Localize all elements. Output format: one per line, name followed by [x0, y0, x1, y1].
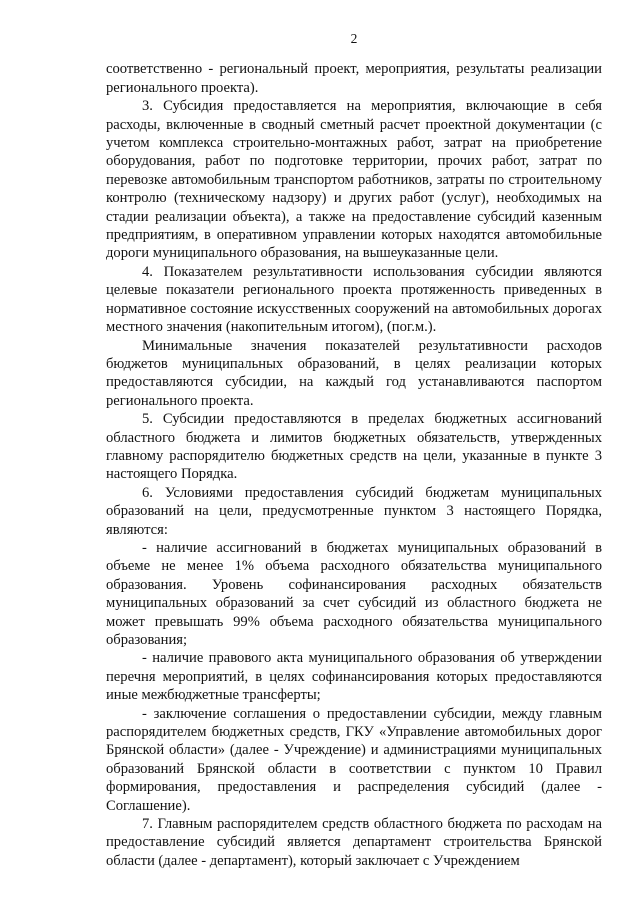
- paragraph-condition-assignments: - наличие ассигнований в бюджетах муниципальных образований в объеме не менее 1% объема расходного обязательства муниципального образования. Уровень софинансирования расходных обязательств муниципальных образований за счет субсидий из областного бюджета не может превышать 99% объема расходного обязательства муниципального образования;: [106, 539, 602, 648]
- paragraph-item-4: 4. Показателем результативности использования субсидии являются целевые показатели регионального проекта протяженность приведенных в нормативное состояние искусственных сооружений на автомобильных дорогах местного значения (накопительным итогом), (пог.м.).: [106, 263, 602, 336]
- paragraph-minimal-values: Минимальные значения показателей результативности расходов бюджетов муниципальных образований, в целях реализации которых предоставляются субсидии, на каждый год устанавливаются паспортом регионального проекта.: [106, 337, 602, 409]
- page-number: 2: [350, 31, 358, 46]
- paragraph-condition-agreement: - заключение соглашения о предоставлении субсидии, между главным распорядителем бюджетных средств, ГКУ «Управление автомобильных дорог Брянской области» (далее - Учреждение) и администрациями муниципальных образований Брянской области в соответствии с пунктом 10 Правил формирования, предоставления и распределения субсидий (далее - Соглашение).: [106, 705, 602, 814]
- paragraph-item-3: 3. Субсидия предоставляется на мероприятия, включающие в себя расходы, включенные в сводный сметный расчет проектной документации (с учетом комплекса строительно-монтажных работ, затрат на приобретение оборудования, работ по подготовке территории, прочих работ, затрат по перевозке автомобильным транспортом работников, затраты по строительному контролю (техническому надзору) и других работ (услуг), необходимых на стадии реализации объекта), а также на предоставление субсидий казенным предприятиям, в оперативном управлении которых находятся автомобильные дороги муниципального образования, на вышеуказанные цели.: [106, 98, 602, 262]
- paragraph-item-7: 7. Главным распорядителем средств областного бюджета по расходам на предоставление субсидий является департамент строительства Брянской области (далее - департамент), который заключает с Учреждением: [106, 816, 602, 869]
- paragraph-item-6: 6. Условиями предоставления субсидий бюджетам муниципальных образований на цели, предусмотренные пунктом 3 настоящего Порядка, являются:: [106, 484, 602, 538]
- paragraph-item-5: 5. Субсидии предоставляются в пределах бюджетных ассигнований областного бюджета и лимитов бюджетных обязательств, утвержденных главному распорядителю бюджетных средств на цели, указанные в пункте 3 настоящего Порядка.: [106, 411, 602, 483]
- paragraph-continuation: соответственно - региональный проект, мероприятия, результаты реализации регионального проекта).: [106, 61, 602, 96]
- paragraph-condition-legal-act: - наличие правового акта муниципального образования об утверждении перечня мероприятий, в целях софинансирования которых предоставляются иные межбюджетные трансферты;: [106, 650, 602, 704]
- document-page: [106, 30, 602, 870]
